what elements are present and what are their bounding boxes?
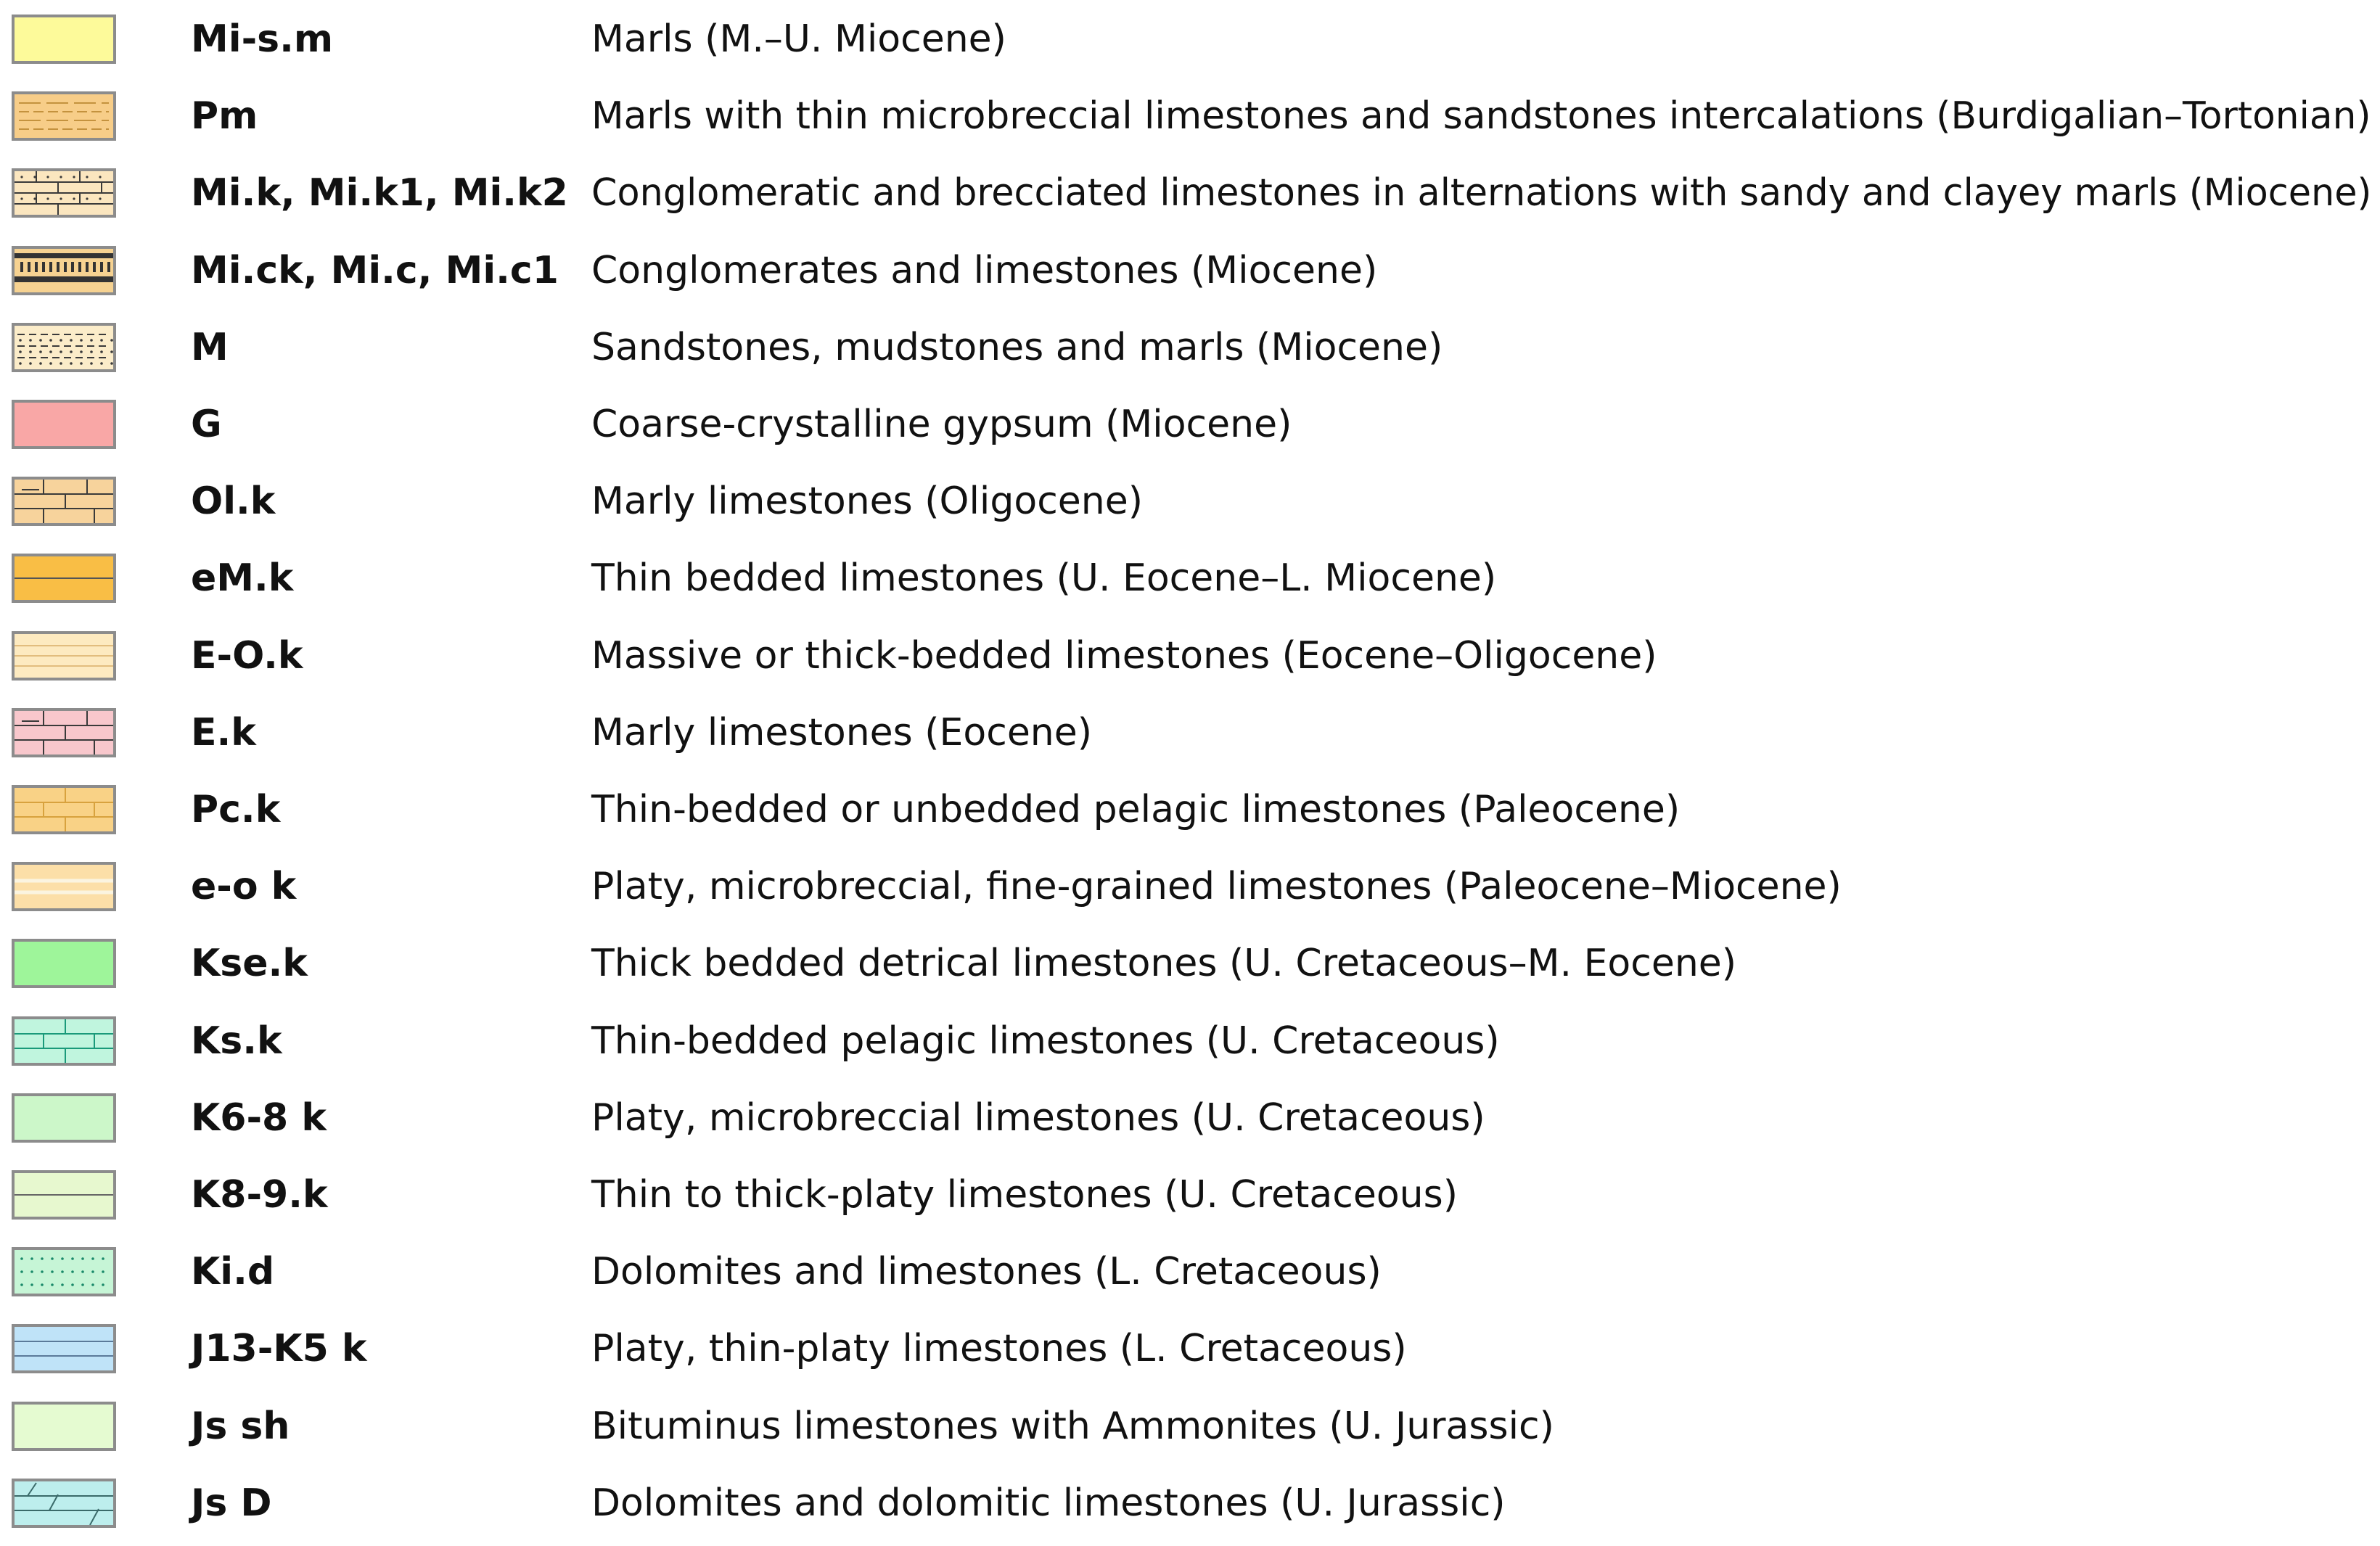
legend-swatch: [12, 400, 116, 449]
swatch-pattern-icon: [15, 711, 113, 755]
legend-swatch: [12, 1402, 116, 1451]
legend-row: [0, 1093, 2380, 1159]
legend-swatch: [12, 477, 116, 526]
legend-description: Marly limestones (Eocene): [591, 710, 1093, 755]
swatch-pattern-icon: [15, 1327, 113, 1370]
legend-row: [0, 862, 2380, 927]
swatch-pattern-icon: [15, 326, 113, 369]
swatch-pattern-icon: [15, 480, 113, 523]
legend-description: Platy, thin-platy limestones (L. Cretaceous): [591, 1327, 1407, 1371]
swatch-pattern-icon: [15, 249, 113, 292]
legend-description: Conglomeratic and brecciated limestones in alternations with sandy and clayey marls (Miocene): [591, 171, 2372, 215]
legend-code: Mi.ck, Mi.c, Mi.c1: [191, 248, 559, 292]
legend-description: Marls (M.–U. Miocene): [591, 17, 1006, 61]
swatch-pattern-icon: [15, 788, 113, 831]
legend-row: [0, 554, 2380, 619]
legend-row: [0, 91, 2380, 157]
legend-row: [0, 400, 2380, 465]
legend-row: [0, 631, 2380, 696]
swatch-pattern-icon: [15, 171, 113, 215]
legend-row: [0, 15, 2380, 80]
legend-swatch: [12, 1093, 116, 1143]
legend-row: [0, 168, 2380, 234]
swatch-pattern-icon: [15, 942, 113, 985]
legend-row: [0, 785, 2380, 850]
swatch-pattern-icon: [15, 634, 113, 678]
legend-code: Ki.d: [191, 1250, 275, 1294]
legend-code: G: [191, 403, 222, 446]
legend-code: K8-9.k: [191, 1173, 328, 1217]
legend-code: Mi.k, Mi.k1, Mi.k2: [191, 171, 568, 215]
swatch-pattern-icon: [15, 1096, 113, 1140]
legend-description: Thin-bedded pelagic limestones (U. Cretaceous): [591, 1019, 1500, 1063]
legend-code: Js D: [191, 1481, 272, 1525]
legend-swatch: [12, 631, 116, 681]
legend-description: Dolomites and limestones (L. Cretaceous): [591, 1250, 1382, 1294]
swatch-pattern-icon: [15, 556, 113, 600]
legend-description: Platy, microbreccial limestones (U. Cretaceous): [591, 1095, 1485, 1140]
legend-description: Sandstones, mudstones and marls (Miocene): [591, 325, 1443, 369]
legend-swatch: [12, 15, 116, 64]
legend-description: Marls with thin microbreccial limestones and sandstones intercalations (Burdigalian–Tortonian): [591, 94, 2371, 139]
legend-swatch: [12, 323, 116, 372]
legend-swatch: [12, 91, 116, 141]
legend-swatch: [12, 785, 116, 834]
legend-row: [0, 1324, 2380, 1389]
legend-row: [0, 477, 2380, 542]
legend-row: [0, 939, 2380, 1004]
swatch-pattern-icon: [15, 94, 113, 138]
legend-description: Massive or thick-bedded limestones (Eocene–Oligocene): [591, 633, 1657, 678]
legend-swatch: [12, 554, 116, 603]
legend-code: M: [191, 325, 229, 369]
legend-code: Mi-s.m: [191, 17, 334, 61]
legend-row: [0, 1016, 2380, 1082]
legend-description: Coarse-crystalline gypsum (Miocene): [591, 403, 1292, 446]
legend-code: Kse.k: [191, 942, 308, 986]
legend-code: E.k: [191, 710, 256, 755]
legend-description: Conglomerates and limestones (Miocene): [591, 248, 1378, 292]
legend-description: Thin-bedded or unbedded pelagic limestones (Paleocene): [591, 788, 1681, 831]
legend-description: Bituminus limestones with Ammonites (U. Jurassic): [591, 1404, 1554, 1448]
legend-description: Platy, microbreccial, fine-grained limestones (Paleocene–Miocene): [591, 865, 1842, 909]
legend-swatch: [12, 862, 116, 911]
swatch-pattern-icon: [15, 1481, 113, 1525]
legend-description: Thick bedded detrical limestones (U. Cretaceous–M. Eocene): [591, 942, 1737, 986]
legend-code: Ks.k: [191, 1019, 282, 1063]
swatch-pattern-icon: [15, 403, 113, 446]
swatch-pattern-icon: [15, 865, 113, 908]
legend-swatch: [12, 1324, 116, 1373]
legend-description: Thin bedded limestones (U. Eocene–L. Miocene): [591, 556, 1497, 601]
swatch-pattern-icon: [15, 17, 113, 61]
legend-swatch: [12, 1247, 116, 1296]
legend-swatch: [12, 1170, 116, 1220]
swatch-pattern-icon: [15, 1250, 113, 1294]
legend-swatch: [12, 1016, 116, 1066]
legend-description: Dolomites and dolomitic limestones (U. Jurassic): [591, 1481, 1506, 1525]
legend-description: Marly limestones (Oligocene): [591, 480, 1144, 524]
legend-code: eM.k: [191, 556, 294, 601]
legend-code: Pm: [191, 94, 258, 139]
swatch-pattern-icon: [15, 1019, 113, 1063]
legend-code: Pc.k: [191, 788, 281, 831]
legend-code: K6-8 k: [191, 1095, 327, 1140]
legend-code: Js sh: [191, 1404, 290, 1448]
legend-row: [0, 323, 2380, 388]
legend-swatch: [12, 168, 116, 218]
legend-code: J13-K5 k: [191, 1327, 367, 1371]
legend-row: [0, 1479, 2380, 1544]
legend-swatch: [12, 708, 116, 757]
swatch-pattern-icon: [15, 1405, 113, 1448]
legend-row: [0, 708, 2380, 773]
legend-row: [0, 246, 2380, 311]
legend-code: e-o k: [191, 865, 297, 909]
legend-swatch: [12, 246, 116, 295]
legend-code: E-O.k: [191, 633, 303, 678]
legend-code: Ol.k: [191, 480, 276, 524]
legend-row: [0, 1402, 2380, 1467]
legend-swatch: [12, 939, 116, 988]
legend-row: [0, 1247, 2380, 1312]
legend-row: [0, 1170, 2380, 1235]
legend-swatch: [12, 1479, 116, 1528]
legend-description: Thin to thick-platy limestones (U. Cretaceous): [591, 1173, 1458, 1217]
swatch-pattern-icon: [15, 1173, 113, 1217]
